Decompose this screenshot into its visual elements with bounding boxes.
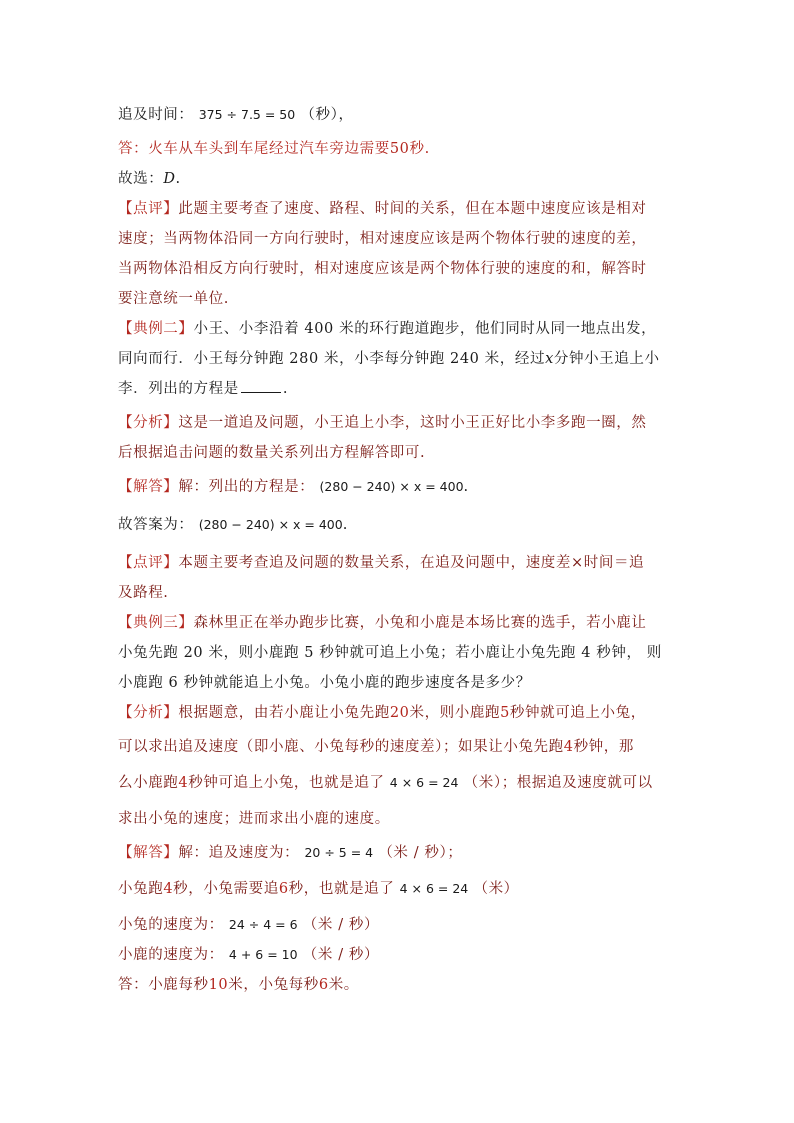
- solution-3-step-2: 小兔的速度为： 24 ÷ 4 = 6 （米 / 秒）: [118, 917, 380, 933]
- analysis-3-cont-2: 么小鹿跑4秒钟可追上小兔，也就是追了 4 × 6 = 24 （米）；根据追及速度就可以: [118, 775, 653, 791]
- solution-2: 【解答】解：列出的方程是： (280 − 240) × x = 400.: [118, 479, 469, 495]
- analysis-2-cont: 后根据追击问题的数量关系列出方程解答即可.: [118, 445, 426, 461]
- answer-line: 答：火车从车头到车尾经过汽车旁边需要50秒.: [118, 141, 430, 157]
- pursuit-time-line: 追及时间： 375 ÷ 7.5 = 50 （秒），: [118, 107, 354, 123]
- comment-1-cont-1: 速度；当两物体沿同一方向行驶时，相对速度应该是两个物体行驶的速度的差，: [118, 231, 647, 247]
- example-3: 【典例三】森林里正在举办跑步比赛，小兔和小鹿是本场比赛的选手，若小鹿让: [118, 615, 647, 631]
- comment-1-cont-3: 要注意统一单位.: [118, 291, 229, 307]
- example-3-cont-1: 小兔先跑 20 米，则小鹿跑 5 秒钟就可追上小兔；若小鹿让小兔先跑 4 秒钟， 则: [118, 645, 662, 661]
- analysis-3: 【分析】根据题意，由若小鹿让小兔先跑20米，则小鹿跑5秒钟就可追上小兔，: [118, 705, 646, 721]
- analysis-2: 【分析】这是一道追及问题，小王追上小李，这时小王正好比小李多跑一圈，然: [118, 415, 647, 431]
- comment-1-cont-2: 当两物体沿相反方向行驶时，相对速度应该是两个物体行驶的速度的和，解答时: [118, 261, 647, 277]
- example-3-cont-2: 小鹿跑 6 秒钟就能追上小兔。小兔小鹿的跑步速度各是多少？: [118, 675, 531, 691]
- solution-3-step-1: 小兔跑4秒，小兔需要追6秒，也就是追了 4 × 6 = 24 （米）: [118, 881, 519, 897]
- solution-3: 【解答】解：追及速度为： 20 ÷ 5 = 4 （米 / 秒）；: [118, 845, 463, 861]
- final-answer-2: 故答案为： (280 − 240) × x = 400.: [118, 517, 348, 533]
- comment-2: 【点评】本题主要考查追及问题的数量关系，在追及问题中，速度差×时间＝追: [118, 555, 645, 571]
- analysis-3-cont-3: 求出小兔的速度；进而求出小鹿的速度。: [118, 811, 390, 827]
- solution-text: [118, 100, 683, 1000]
- example-2-cont-1: 同向而行．小王每分钟跑 280 米，小李每分钟跑 240 米，经过x分钟小王追上小: [118, 351, 660, 367]
- final-answer-3: 答：小鹿每秒10米，小兔每秒6米。: [118, 977, 359, 993]
- comment-2-cont: 及路程.: [118, 585, 169, 601]
- choice-line: 故选：D.: [118, 171, 181, 187]
- analysis-3-cont-1: 可以求出追及速度（即小鹿、小兔每秒的速度差）；如果让小兔先跑4秒钟，那: [118, 739, 634, 755]
- example-2: 【典例二】小王、小李沿着 400 米的环行跑道跑步，他们同时从同一地点出发，: [118, 321, 657, 337]
- example-2-cont-2: 李．列出的方程是 .: [118, 374, 683, 404]
- answer-blank: [241, 378, 281, 393]
- comment-1: 【点评】此题主要考查了速度、路程、时间的关系，但在本题中速度应该是相对: [118, 201, 647, 217]
- solution-3-step-3: 小鹿的速度为： 4 + 6 = 10 （米 / 秒）: [118, 947, 380, 963]
